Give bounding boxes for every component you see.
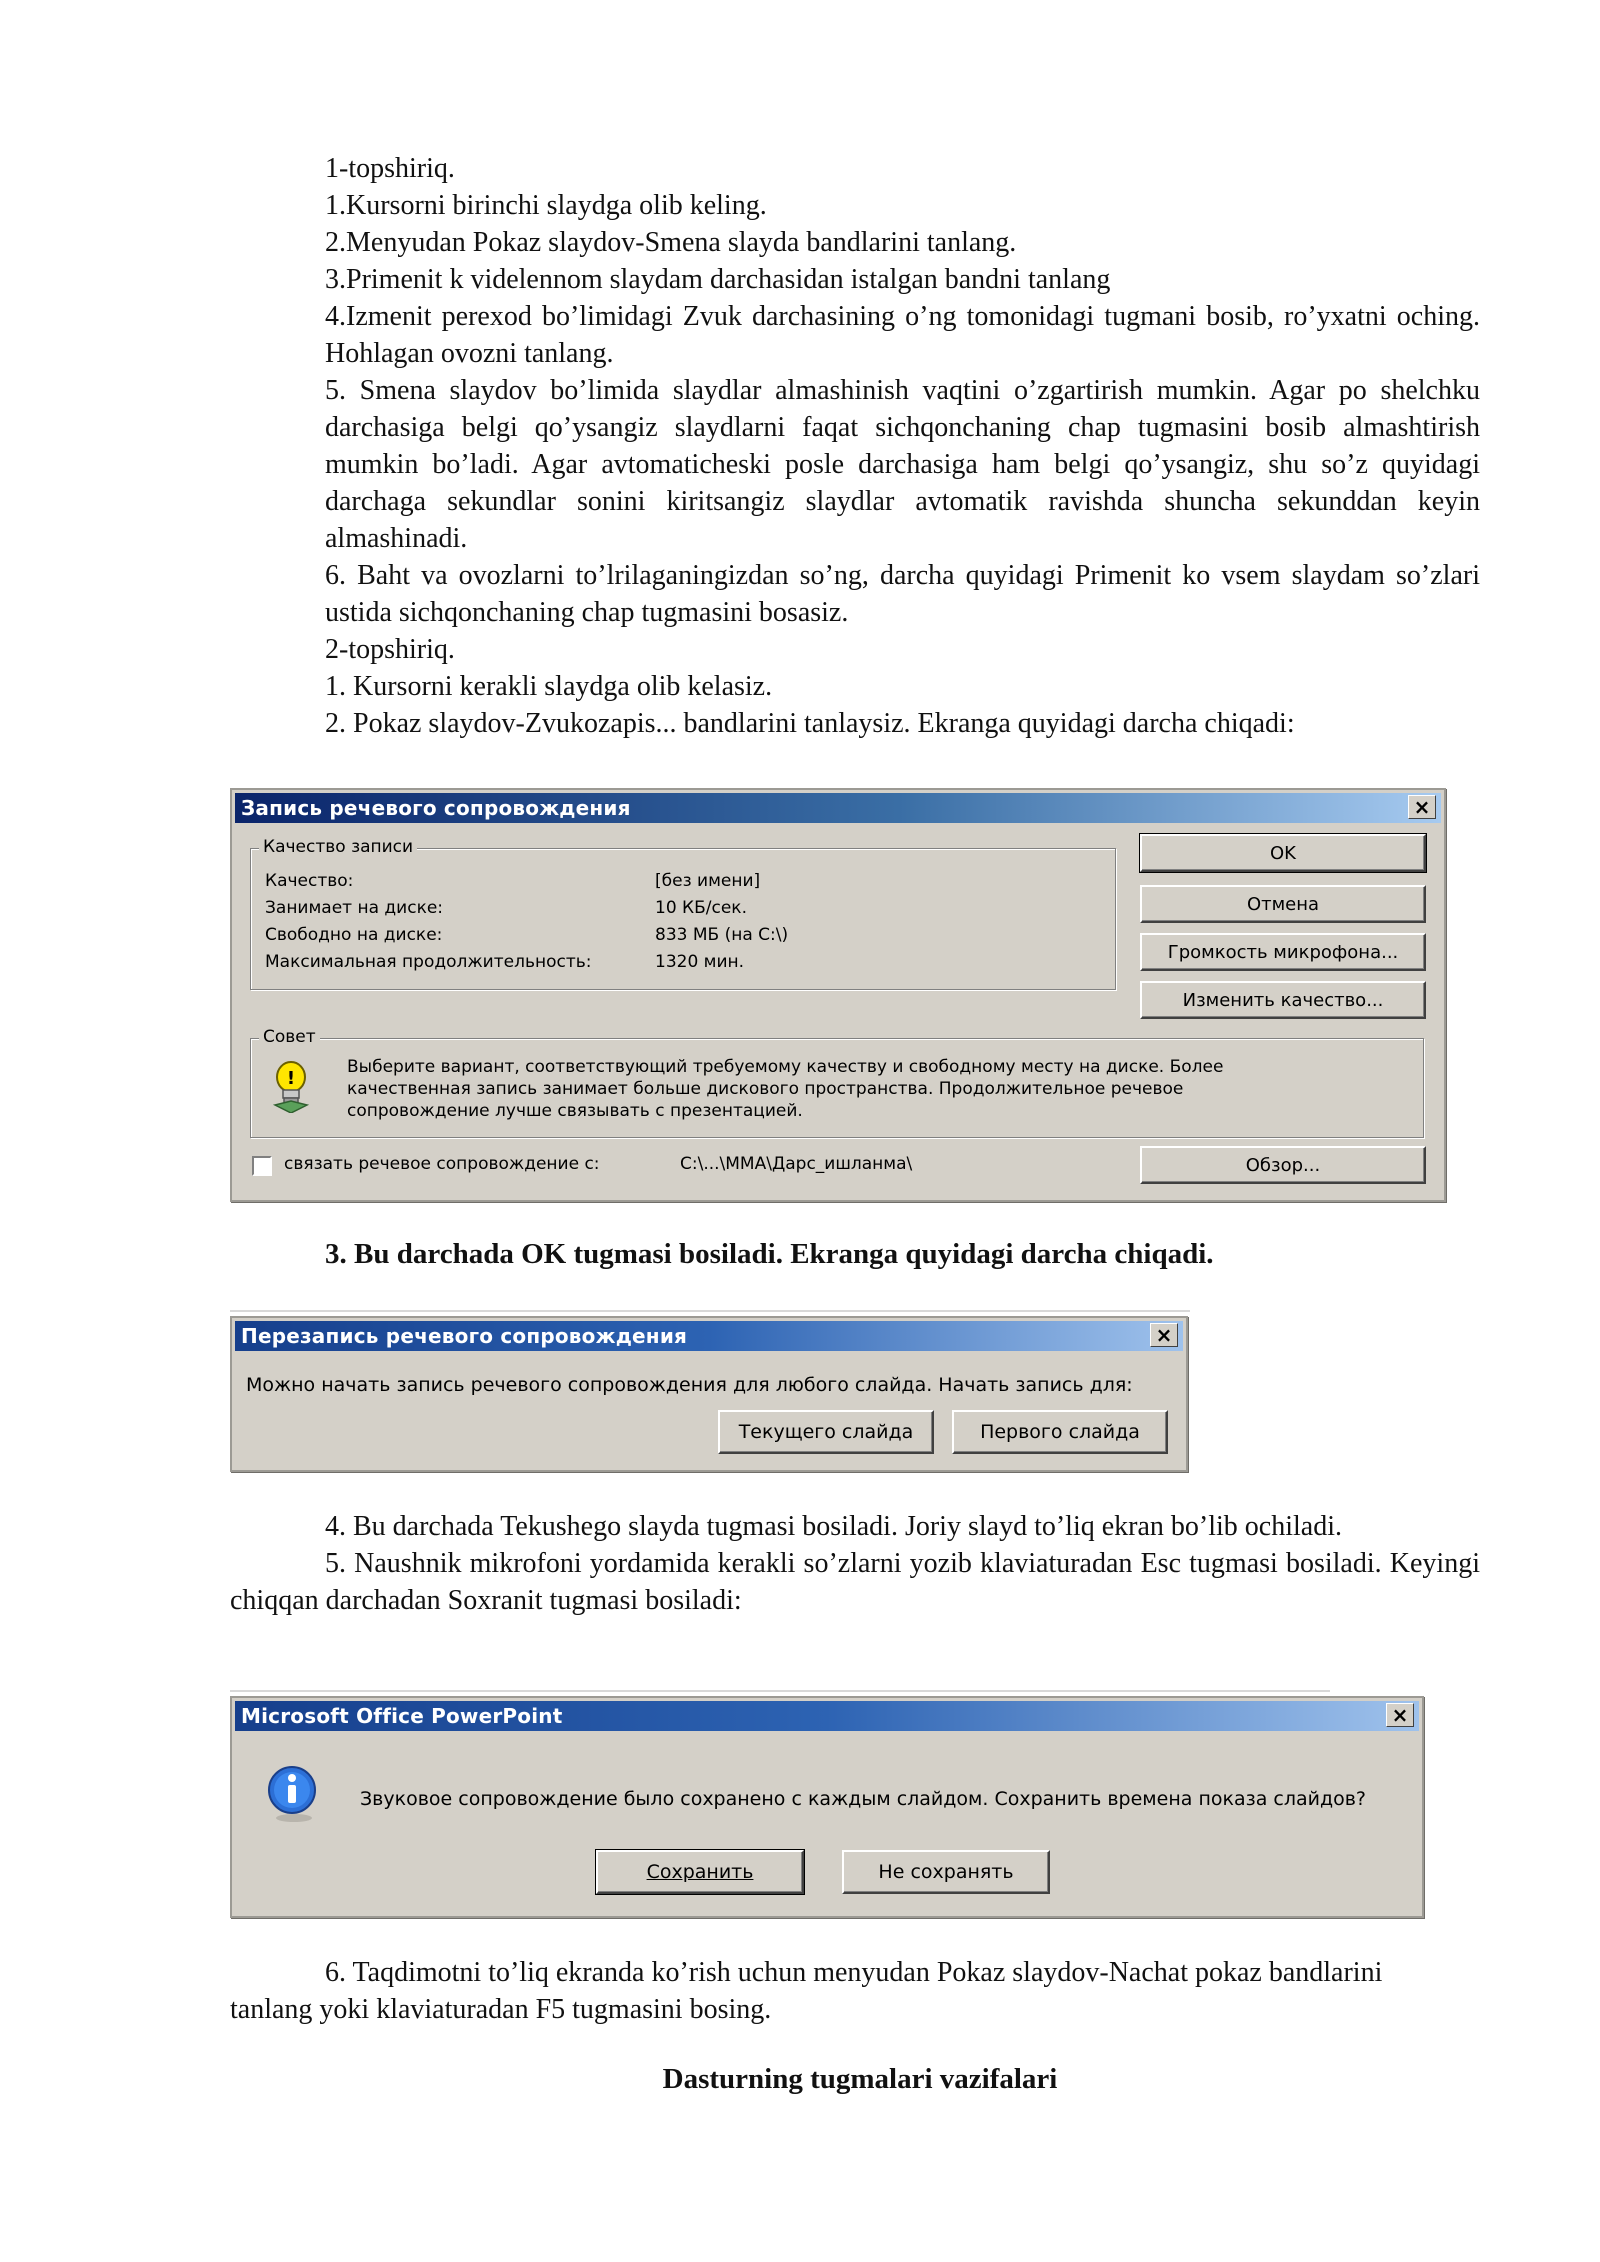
tip-group [250,1027,1424,1138]
step5-text: 5. Naushnik mikrofoni yordamida kerakli so’zlarni yozib klaviaturadan Esc tugmasi bosiladi. Keyingi chiqqan darchadan Soxranit tugmasi bosiladi: [230,1548,1480,1616]
ok-button[interactable]: OK [1140,834,1426,872]
lightbulb-icon [269,1057,313,1113]
task1-step4: 4.Izmenit perexod bo’limidagi Zvuk darchasining o’ng tomonidagi tugmani bosib, ro’yxatni oching. Hohlagan ovozni tanlang. [325,301,1480,369]
dialog2-titlebar [235,1321,1183,1351]
task1-step6: 6. Baht va ovozlarni to’lrilaganingizdan so’ng, darcha quyidagi Primenit ko vsem slaydam so’zlari ustida sichqonchaning chap tugmasini bosasiz. [325,560,1480,628]
free-space-label: Свободно на диске: [265,925,443,945]
record-narration-dialog [230,788,1446,1202]
tip-group-label: Совет [259,1027,320,1047]
task2-step2: 2. Pokaz slaydov-Zvukozapis... bandlarini tanlaysiz. Ekranga quyidagi darcha chiqadi: [325,708,1295,739]
step4-text: 4. Bu darchada Tekushego slayda tugmasi bosiladi. Joriy slayd to’liq ekran bo’lib ochiladi. [325,1511,1342,1542]
task1-heading: 1-topshiriq. [325,153,455,184]
intro-text [325,150,1480,742]
dialog3-message: Звуковое сопровождение было сохранено с каждым слайдом. Сохранить времена показа слайдов? [360,1788,1367,1810]
rerecord-narration-dialog [230,1316,1188,1472]
dialog2-title: Перезапись речевого сопровождения [241,1324,688,1348]
disk-usage-value: 10 КБ/сек. [655,898,747,918]
dialog3-titlebar [235,1701,1419,1731]
link-narration-label: связать речевое сопровождение с: [284,1154,600,1174]
dialog-titlebar [235,793,1441,823]
save-button[interactable]: Сохранить [596,1850,804,1894]
disk-usage-label: Занимает на диске: [265,898,444,918]
max-duration-label: Максимальная продолжительность: [265,952,592,972]
dialog2-shadow [230,1310,1190,1312]
quality-label: Качество: [265,871,354,891]
dont-save-button[interactable]: Не сохранять [842,1850,1050,1894]
info-icon [266,1764,318,1824]
steps-4-5 [230,1508,1480,1619]
free-space-value: 833 МБ (на C:\) [655,925,789,945]
link-narration-checkbox[interactable] [252,1156,272,1176]
tip-line-1: Выберите вариант, соответствующий требуемому качеству и свободному месту на диске. Более [347,1057,1224,1077]
section-title: Dasturning tugmalari vazifalari [662,2063,1058,2095]
powerpoint-save-dialog [230,1696,1424,1918]
dialog3-title: Microsoft Office PowerPoint [241,1704,563,1728]
task2-step1: 1. Kursorni kerakli slaydga olib kelasiz. [325,671,773,702]
task1-step3: 3.Primenit k videlennom slaydam darchasidan istalgan bandni tanlang [325,264,1111,295]
task1-step5: 5. Smena slaydov bo’limida slaydlar almashinish vaqtini o’zgartirish mumkin. Agar po shelchku darchasiga belgi qo’ysangiz slaydlarni faqat sichqonchaning chap tugmasini bosib almashtirish mumkin bo’ladi. Agar avtomaticheski posle darchasiga ham belgi qo’ysangiz, shu so’z quyidagi darchaga sekundlar sonini kiritsangiz slaydlar avtomatik ravishda shuncha sekunddan keyin almashinadi. [325,375,1480,554]
task1-step2: 2.Menyudan Pokaz slaydov-Smena slayda bandlarini tanlang. [325,227,1017,258]
close-icon[interactable]: × [1150,1323,1178,1347]
task2-heading: 2-topshiriq. [325,634,455,665]
browse-button[interactable]: Обзор... [1140,1146,1426,1184]
current-slide-button[interactable]: Текущего слайда [718,1410,934,1454]
step6 [230,1954,1410,2028]
cancel-button[interactable]: Отмена [1140,885,1426,923]
close-icon[interactable]: × [1386,1703,1414,1727]
quality-group [250,837,1116,990]
quality-group-label: Качество записи [259,837,417,857]
max-duration-value: 1320 мин. [655,952,745,972]
link-path: C:\...\MMA\Дарс_ишланма\ [680,1154,913,1174]
dialog2-message: Можно начать запись речевого сопровождения для любого слайда. Начать запись для: [246,1374,1133,1396]
dialog-title: Запись речевого сопровождения [241,796,631,820]
mic-volume-button[interactable]: Громкость микрофона... [1140,933,1426,971]
task1-step1: 1.Kursorni birinchi slaydga olib keling. [325,190,767,221]
dialog3-shadow [230,1690,1330,1692]
tip-line-3: сопровождение лучше связывать с презентацией. [347,1101,803,1121]
svg-text:!: ! [286,1068,296,1089]
change-quality-button[interactable]: Изменить качество... [1140,981,1426,1019]
first-slide-button[interactable]: Первого слайда [952,1410,1168,1454]
quality-value: [без имени] [655,871,761,891]
close-icon[interactable]: × [1408,795,1436,819]
step3-heading: 3. Bu darchada OK tugmasi bosiladi. Ekranga quyidagi darcha chiqadi. [325,1238,1214,1270]
step6-text: 6. Taqdimotni to’liq ekranda ko’rish uchun menyudan Pokaz slaydov-Nachat pokaz bandlarini tanlang yoki klaviaturadan F5 tugmasini bosing. [230,1957,1383,2025]
tip-line-2: качественная запись занимает больше дискового пространства. Продолжительное речевое [347,1079,1184,1099]
